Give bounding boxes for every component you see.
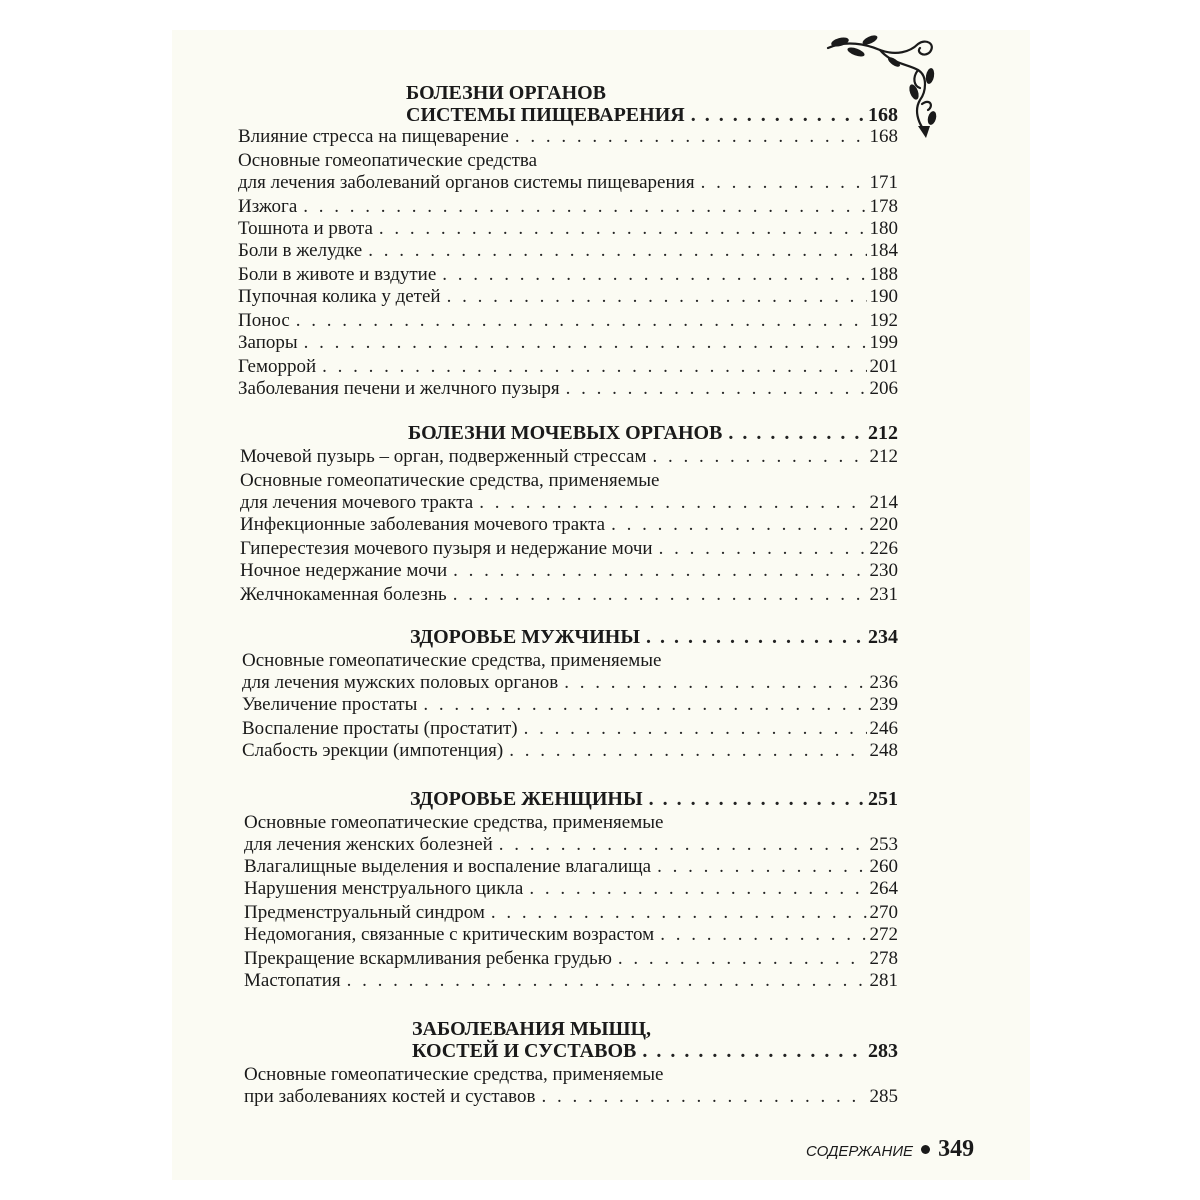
toc-entry-page: 246 — [869, 718, 898, 739]
toc-entry-page: 192 — [869, 310, 898, 331]
section-heading[interactable] — [410, 626, 898, 648]
section-heading-text: КОСТЕЙ И СУСТАВОВ — [412, 1040, 637, 1062]
dot-leader — [479, 492, 866, 514]
dot-leader — [657, 856, 866, 878]
toc-entry-text: Инфекционные заболевания мочевого тракта — [240, 514, 606, 535]
toc-entry-text: Увеличение простаты — [242, 694, 418, 715]
section-heading-text: ЗДОРОВЬЕ МУЖЧИНЫ — [410, 626, 640, 648]
running-footer-label: СОДЕРЖАНИЕ — [806, 1143, 914, 1160]
dot-leader — [499, 834, 867, 856]
toc-entry[interactable] — [238, 172, 898, 194]
toc-entry-page: 226 — [869, 538, 898, 559]
toc-entry-text: при заболеваниях костей и суставов — [244, 1086, 536, 1107]
dot-leader — [646, 626, 865, 648]
dot-leader — [541, 1086, 866, 1108]
bullet-dot-icon — [921, 1145, 930, 1154]
toc-entry[interactable] — [242, 718, 898, 740]
toc-entry-page: 168 — [869, 126, 898, 147]
dot-leader — [618, 948, 867, 970]
section-heading-page: 212 — [868, 422, 898, 444]
dot-leader — [303, 196, 866, 218]
toc-entry-page: 201 — [869, 356, 898, 377]
toc-entry-text: Нарушения менструального цикла — [244, 878, 524, 899]
toc-entry-page: 253 — [869, 834, 898, 855]
section-heading-page: 251 — [868, 788, 898, 810]
toc-entry-page: 264 — [869, 878, 898, 899]
toc-entry[interactable] — [240, 584, 898, 606]
toc-entry[interactable] — [238, 332, 898, 354]
toc-entry-line: Основные гомеопатические средства, применяемые — [244, 1064, 664, 1085]
dot-leader — [566, 378, 867, 400]
toc-entry[interactable] — [244, 834, 898, 856]
dot-leader — [515, 126, 867, 148]
toc-entry-text: для лечения женских болезней — [244, 834, 493, 855]
toc-entry-text: для лечения мочевого тракта — [240, 492, 474, 513]
toc-entry-page: 248 — [869, 740, 898, 761]
toc-entry-page: 214 — [869, 492, 898, 513]
dot-leader — [649, 788, 865, 810]
toc-entry[interactable] — [238, 196, 898, 218]
toc-entry[interactable] — [238, 218, 898, 240]
toc-entry-page: 212 — [869, 446, 898, 467]
dot-leader — [368, 240, 866, 262]
toc-entry[interactable] — [240, 446, 898, 468]
section-heading[interactable] — [408, 422, 898, 444]
toc-entry-page: 272 — [869, 924, 898, 945]
section-heading-line: ЗАБОЛЕВАНИЯ МЫШЦ, — [412, 1018, 652, 1040]
toc-entry-text: Слабость эрекции (импотенция) — [242, 740, 504, 761]
toc-entry[interactable] — [244, 970, 898, 992]
toc-entry[interactable] — [242, 694, 898, 716]
dot-leader — [347, 970, 867, 992]
page-number: 349 — [938, 1136, 975, 1162]
toc-entry-text: Тошнота и рвота — [238, 218, 373, 239]
toc-entry-page: 231 — [869, 584, 898, 605]
dot-leader — [322, 356, 866, 378]
toc-entry-page: 260 — [869, 856, 898, 877]
toc-entry-text: Боли в животе и вздутие — [238, 264, 437, 285]
toc-entry-text: Мочевой пузырь – орган, подверженный стрессам — [240, 446, 647, 467]
toc-entry-text: Гиперестезия мочевого пузыря и недержание мочи — [240, 538, 653, 559]
toc-entry-page: 239 — [869, 694, 898, 715]
toc-entry-page: 188 — [869, 264, 898, 285]
toc-entry[interactable] — [244, 924, 898, 946]
toc-entry[interactable] — [244, 856, 898, 878]
toc-entry-text: Изжога — [238, 196, 298, 217]
section-heading-page: 283 — [868, 1040, 898, 1062]
dot-leader — [564, 672, 866, 694]
toc-entry[interactable] — [238, 126, 898, 148]
dot-leader — [701, 172, 867, 194]
toc-entry-page: 206 — [869, 378, 898, 399]
toc-entry-page: 171 — [869, 172, 898, 193]
dot-leader — [491, 902, 867, 924]
toc-entry-text: Геморрой — [238, 356, 317, 377]
toc-entry-line: Основные гомеопатические средства, применяемые — [242, 650, 662, 671]
toc-entry[interactable] — [244, 1086, 898, 1108]
toc-entry[interactable] — [240, 560, 898, 582]
toc-entry-text: для лечения заболеваний органов системы пищеварения — [238, 172, 695, 193]
toc-entry-text: Влияние стресса на пищеварение — [238, 126, 509, 147]
section-heading-line: БОЛЕЗНИ ОРГАНОВ — [406, 82, 607, 104]
toc-entry[interactable] — [240, 538, 898, 560]
toc-entry-page: 236 — [869, 672, 898, 693]
dot-leader — [296, 310, 867, 332]
section-heading[interactable] — [412, 1040, 898, 1062]
toc-entry-text: Недомогания, связанные с критическим возрастом — [244, 924, 655, 945]
toc-entry-text: Заболевания печени и желчного пузыря — [238, 378, 560, 399]
section-heading-text: СИСТЕМЫ ПИЩЕВАРЕНИЯ — [406, 104, 685, 126]
toc-entry-text: Ночное недержание мочи — [240, 560, 448, 581]
toc-entry-page: 285 — [869, 1086, 898, 1107]
toc-entry[interactable] — [244, 878, 898, 900]
toc-entry-text: Желчнокаменная болезнь — [240, 584, 447, 605]
toc-entry[interactable] — [238, 378, 898, 400]
dot-leader — [529, 878, 866, 900]
toc-entry-text: Пупочная колика у детей — [238, 286, 441, 307]
toc-entry[interactable] — [244, 948, 898, 970]
dot-leader — [453, 584, 867, 606]
toc-entry-page: 199 — [869, 332, 898, 353]
dot-leader — [453, 560, 866, 582]
section-heading[interactable] — [406, 104, 898, 126]
toc-entry[interactable] — [240, 514, 898, 536]
section-heading-page: 234 — [868, 626, 898, 648]
toc-entry-text: Влагалищные выделения и воспаление влагалища — [244, 856, 652, 877]
dot-leader — [642, 1040, 865, 1062]
toc-entry-text: Понос — [238, 310, 290, 331]
toc-entry-text: Предменструальный синдром — [244, 902, 485, 923]
dot-leader — [653, 446, 867, 468]
toc-entry[interactable] — [240, 492, 898, 514]
dot-leader — [691, 104, 865, 126]
toc-entry[interactable] — [242, 740, 898, 762]
dot-leader — [660, 924, 866, 946]
toc-entry-text: для лечения мужских половых органов — [242, 672, 559, 693]
toc-entry[interactable] — [238, 356, 898, 378]
section-heading-text: БОЛЕЗНИ МОЧЕВЫХ ОРГАНОВ — [408, 422, 723, 444]
toc-entry-text: Воспаление простаты (простатит) — [242, 718, 518, 739]
toc-entry[interactable] — [238, 240, 898, 262]
toc-entry-page: 230 — [869, 560, 898, 581]
section-heading-page: 168 — [868, 104, 898, 126]
toc-entry[interactable] — [238, 264, 898, 286]
toc-entry[interactable] — [244, 902, 898, 924]
dot-leader — [304, 332, 867, 354]
dot-leader — [659, 538, 867, 560]
toc-entry-line: Основные гомеопатические средства — [238, 150, 538, 171]
toc-entry-line: Основные гомеопатические средства, применяемые — [244, 812, 664, 833]
toc-entry-page: 220 — [869, 514, 898, 535]
dot-leader — [379, 218, 867, 240]
toc-entry[interactable] — [242, 672, 898, 694]
toc-entry-page: 180 — [869, 218, 898, 239]
dot-leader — [728, 422, 865, 444]
toc-entry-page: 184 — [869, 240, 898, 261]
section-heading[interactable] — [410, 788, 898, 810]
dot-leader — [423, 694, 866, 716]
toc-entry-line: Основные гомеопатические средства, применяемые — [240, 470, 660, 491]
section-heading-text: ЗДОРОВЬЕ ЖЕНЩИНЫ — [410, 788, 643, 810]
dot-leader — [442, 264, 866, 286]
dot-leader — [611, 514, 866, 536]
page-footer — [806, 1136, 974, 1163]
toc-entry-page: 281 — [869, 970, 898, 991]
toc-entry-text: Мастопатия — [244, 970, 341, 991]
toc-entry-text: Запоры — [238, 332, 298, 353]
toc-entry[interactable] — [238, 286, 898, 308]
toc-entry-text: Боли в желудке — [238, 240, 363, 261]
toc-entry-page: 270 — [869, 902, 898, 923]
toc-entry-page: 278 — [869, 948, 898, 969]
dot-leader — [447, 286, 867, 308]
toc-entry-text: Прекращение вскармливания ребенка грудью — [244, 948, 612, 969]
toc-entry-page: 178 — [869, 196, 898, 217]
toc-entry-page: 190 — [869, 286, 898, 307]
toc-entry[interactable] — [238, 310, 898, 332]
dot-leader — [509, 740, 866, 762]
dot-leader — [524, 718, 867, 740]
